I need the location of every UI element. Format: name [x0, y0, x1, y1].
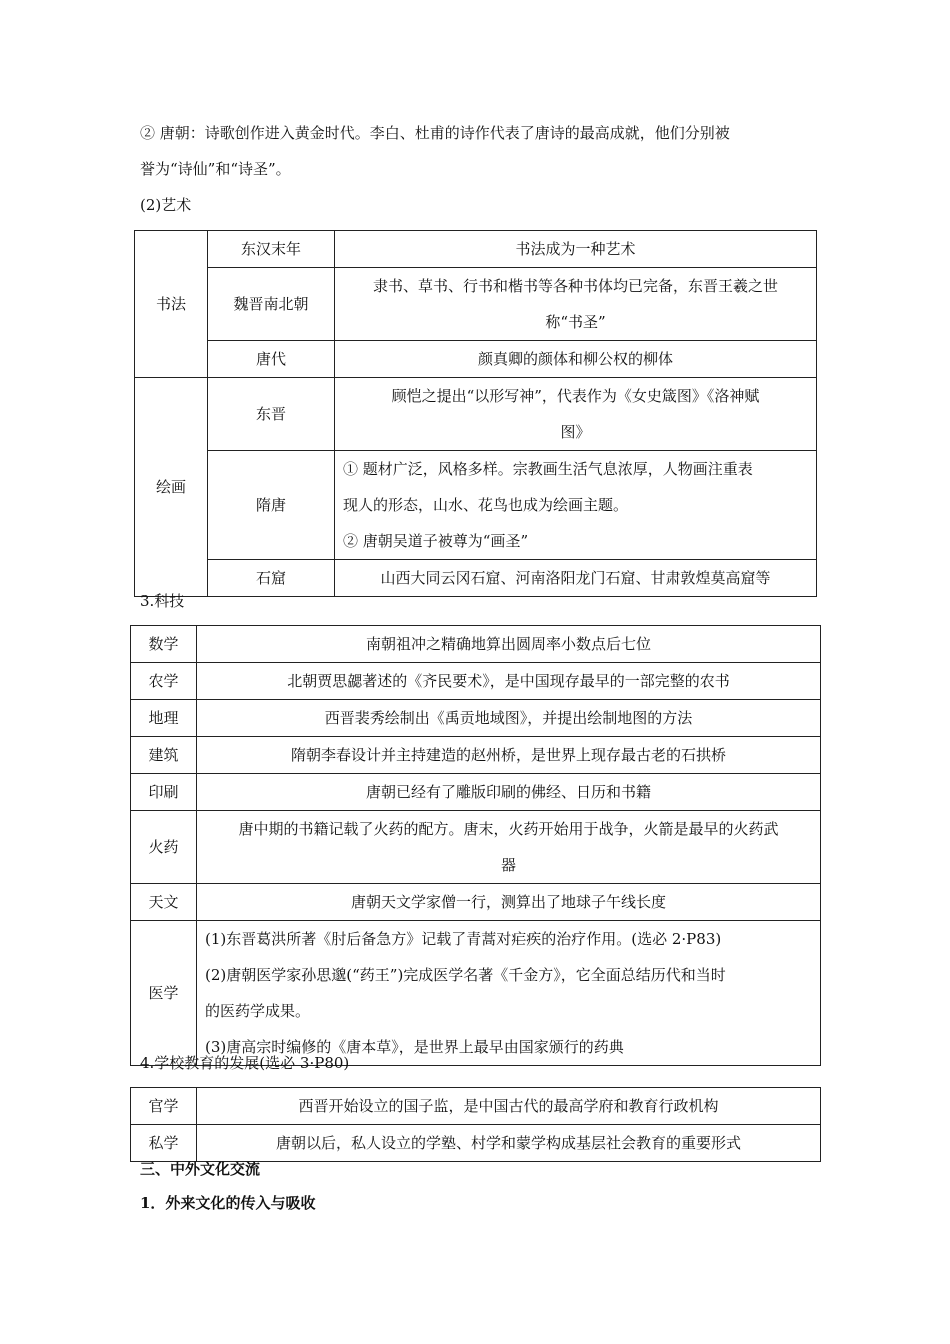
- content-cell: 唐朝已经有了雕版印刷的佛经、日历和书籍: [197, 774, 821, 811]
- field-cell: 地理: [131, 700, 197, 737]
- content-line: 称“书圣”: [545, 313, 606, 331]
- content-cell: 山西大同云冈石窟、河南洛阳龙门石窟、甘肃敦煌莫高窟等: [335, 560, 817, 597]
- table-row: [131, 774, 821, 811]
- content-cell: 唐朝天文学家僧一行，测算出了地球子午线长度: [197, 884, 821, 921]
- calligraphy-label: 书法: [135, 231, 208, 378]
- period-cell: 隋唐: [208, 451, 335, 560]
- content-line: 隶书、草书、行书和楷书等各种书体均已完备，东晋王羲之世: [372, 277, 778, 295]
- art-heading: (2)艺术: [140, 196, 192, 214]
- content-cell: [335, 378, 817, 451]
- field-cell: 天文: [131, 884, 197, 921]
- content-line: (2)唐朝医学家孙思邈(“药王”)完成医学名著《千金方》，它全面总结历代和当时: [205, 966, 726, 984]
- content-line: 现人的形态，山水、花鸟也成为绘画主题。: [343, 496, 629, 514]
- period-cell: 东晋: [208, 378, 335, 451]
- content-cell: 唐朝以后，私人设立的学塾、村学和蒙学构成基层社会教育的重要形式: [197, 1125, 821, 1162]
- content-line: 图》: [560, 423, 591, 441]
- content-cell: [335, 451, 817, 560]
- art-table: [134, 230, 817, 597]
- content-cell: 西晋开始设立的国子监，是中国古代的最高学府和教育行政机构: [197, 1088, 821, 1125]
- content-cell: 颜真卿的颜体和柳公权的柳体: [335, 341, 817, 378]
- type-cell: 私学: [131, 1125, 197, 1162]
- table-row: [135, 560, 817, 597]
- content-cell: [335, 268, 817, 341]
- field-cell: 数学: [131, 626, 197, 663]
- tang-poetry-line2: 誉为“诗仙”和“诗圣”。: [140, 160, 291, 178]
- table-row: [135, 341, 817, 378]
- content-line: 顾恺之提出“以形写神”，代表作为《女史箴图》《洛神赋: [391, 387, 760, 405]
- table-row: [135, 231, 817, 268]
- painting-label: 绘画: [135, 378, 208, 597]
- table-row: [131, 1088, 821, 1125]
- table-row: [131, 626, 821, 663]
- table-row: [131, 700, 821, 737]
- content-cell: 书法成为一种艺术: [335, 231, 817, 268]
- type-cell: 官学: [131, 1088, 197, 1125]
- period-cell: 东汉末年: [208, 231, 335, 268]
- content-cell: [197, 921, 821, 1066]
- period-cell: 魏晋南北朝: [208, 268, 335, 341]
- table-row: [131, 663, 821, 700]
- content-line: (1)东晋葛洪所著《肘后备急方》记载了青蒿对疟疾的治疗作用。(选必 2·P83): [205, 930, 722, 948]
- field-cell: 印刷: [131, 774, 197, 811]
- content-line: 的医药学成果。: [205, 1002, 311, 1020]
- field-cell: 医学: [131, 921, 197, 1066]
- field-cell: 火药: [131, 811, 197, 884]
- field-cell: 农学: [131, 663, 197, 700]
- period-cell: 唐代: [208, 341, 335, 378]
- table-row: [135, 268, 817, 341]
- education-heading: 4.学校教育的发展(选必 3·P80): [140, 1054, 350, 1072]
- table-row: [131, 737, 821, 774]
- content-cell: 北朝贾思勰著述的《齐民要术》，是中国现存最早的一部完整的农书: [197, 663, 821, 700]
- table-row: [135, 378, 817, 451]
- table-row: [131, 884, 821, 921]
- science-table: [130, 625, 821, 1066]
- content-cell: [197, 811, 821, 884]
- content-cell: 南朝祖冲之精确地算出圆周率小数点后七位: [197, 626, 821, 663]
- education-table: [130, 1087, 821, 1162]
- period-cell: 石窟: [208, 560, 335, 597]
- field-cell: 建筑: [131, 737, 197, 774]
- content-line: (3)唐高宗时编修的《唐本草》，是世界上最早由国家颁行的药典: [205, 1038, 624, 1056]
- table-row: [131, 811, 821, 884]
- science-heading: 3.科技: [140, 592, 185, 610]
- content-line: ② 唐朝吴道子被尊为“画圣”: [343, 532, 529, 550]
- section3-subheading: 1．外来文化的传入与吸收: [140, 1194, 316, 1212]
- content-cell: 西晋裴秀绘制出《禹贡地域图》，并提出绘制地图的方法: [197, 700, 821, 737]
- content-line: 唐中期的书籍记载了火药的配方。唐末，火药开始用于战争，火箭是最早的火药武: [238, 820, 779, 838]
- table-row: [135, 451, 817, 560]
- section3-heading: 三、中外文化交流: [140, 1160, 261, 1178]
- tang-poetry-line1: ② 唐朝：诗歌创作进入黄金时代。李白、杜甫的诗作代表了唐诗的最高成就，他们分别被: [140, 124, 730, 142]
- content-line: 器: [500, 856, 516, 874]
- content-line: ① 题材广泛，风格多样。宗教画生活气息浓厚，人物画注重表: [343, 460, 753, 478]
- table-row: [131, 921, 821, 1066]
- table-row: [131, 1125, 821, 1162]
- content-cell: 隋朝李春设计并主持建造的赵州桥，是世界上现存最古老的石拱桥: [197, 737, 821, 774]
